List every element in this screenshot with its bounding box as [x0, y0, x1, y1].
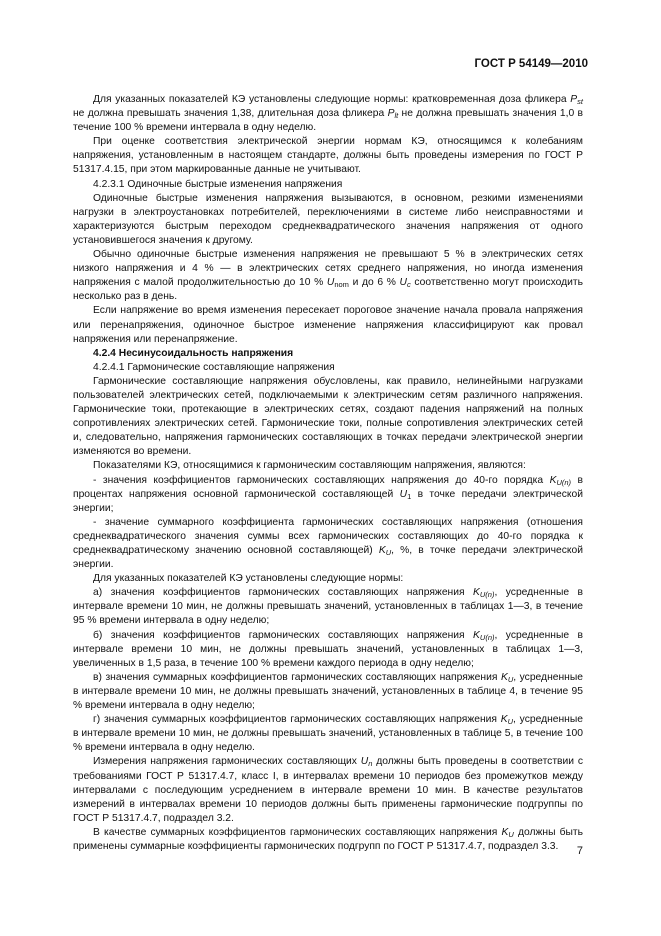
paragraph-norms-intro: Для указанных показателей КЭ установлены следующие нормы:: [93, 573, 404, 585]
list-item-total-harmonic-coefficient: - значение суммарного коэффициента гармонических составляющих напряжения (отношения среднеквадратического значения суммы всех гармонических составляющих до 40-го порядка к среднеквадратическому значению основной составляющей) $K_U$, %, в точке передачи электрической энергии.: [73, 516, 583, 571]
page-number: 7: [576, 845, 583, 857]
page-body: [73, 93, 583, 854]
paragraph-flicker-measurement: При оценке соответствия электрической энергии нормам КЭ, относящимся к колебаниям напряжения, установленным в настоящем стандарте, должны быть проведены измерения по ГОСТ Р 51317.4.15, при этом маркированные данные не учитывают.: [73, 136, 583, 176]
paragraph-harmonics-indicators: Показателями КЭ, относящимися к гармоническим составляющим напряжения, являются:: [93, 460, 526, 472]
list-item-harmonic-coefficients: - значения коэффициентов гармонических составляющих напряжения до 40-го порядка $K_{U(n)}$ в процентах напряжения основной гармонической составляющей $U_1$ в точке передачи электрической энергии;: [73, 474, 584, 514]
paragraph-flicker-norms: Для указанных показателей КЭ установлены следующие нормы: кратковременная доза фликера $P_{st}$ не должна превышать значения 1,38, длительная доза фликера $P_{lt}$ не должна превышать значения 1,0 в течение 100 % времени интервала в одну неделю.: [73, 94, 583, 134]
paragraph-total-harmonic-subgroups: В качестве суммарных коэффициентов гармонических составляющих напряжения $K_U$ должны быть применены суммарные коэффициенты гармонических подгрупп по ГОСТ Р 51317.4.7, подраздел 3.3.: [73, 826, 584, 852]
list-item-norm-a: а) значения коэффициентов гармонических составляющих напряжения $K_{U(n)}$, усредненные в интервале времени 10 мин, не должны превышать значений, установленных в таблицах 1—3, в течение 95 % времени интервала в одну неделю;: [73, 587, 583, 627]
document-header: ГОСТ Р 54149—2010: [474, 58, 588, 70]
list-item-norm-d: г) значения суммарных коэффициентов гармонических составляющих напряжения $K_U$, усредненные в интервале времени 10 мин, не должны превышать значений, установленных в таблице 5, в течение 100 % времени интервала в одну неделю.: [73, 714, 583, 754]
paragraph-rapid-changes-limits: Обычно одиночные быстрые изменения напряжения не превышают 5 % в электрических сетях низкого напряжения и 4 % — в электрических сетях среднего напряжения, но иногда изменения напряжения с малой продолжительностью до 10 % $U_{nom}$ и до 6 % $U_c$ соответственно могут происходить несколько раз в день.: [73, 249, 583, 303]
paragraph-threshold-crossing: Если напряжение во время изменения пересекает пороговое значение начала провала напряжения или перенапряжения, одиночное быстрое изменение напряжения классифицируют как провал напряжения или перенапряжение.: [73, 305, 583, 345]
paragraph-harmonics-origin: Гармонические составляющие напряжения обусловлены, как правило, нелинейными нагрузками пользователей электрических сетей, подключаемыми к электрическим сетям различного напряжения. Гармонические токи, протекающие в электрических сетях, создают падения напряжений на полных сопротивлениях электрических сетей. Гармонические токи, полные сопротивления электрических сетей и, следовательно, напряжения гармонических составляющих в точках передачи электрической энергии изменяются во времени.: [73, 375, 583, 458]
paragraph-rapid-changes-cause: Одиночные быстрые изменения напряжения вызываются, в основном, резкими изменениями нагрузки в электроустановках потребителей, переключениями в системе либо неисправностями и характеризуются быстрым переходом среднеквадратического значения напряжения от одного установившегося значения к другому.: [73, 192, 583, 246]
list-item-norm-b: б) значения коэффициентов гармонических составляющих напряжения $K_{U(n)}$, усредненные в интервале времени 10 мин, не должны превышать значений, установленных в таблицах 1—3, увеличенных в 1,5 раза, в течение 100 % времени каждого периода в одну неделю;: [73, 629, 584, 669]
section-heading-4-2-3-1: 4.2.3.1 Одиночные быстрые изменения напряжения: [93, 178, 343, 190]
section-heading-4-2-4: 4.2.4 Несинусоидальность напряжения: [93, 347, 294, 359]
paragraph-harmonics-measurement: Измерения напряжения гармонических составляющих $U_n$ должны быть проведены в соответствии с требованиями ГОСТ Р 51317.4.7, класс I, в интервалах времени 10 периодов без промежутков между интервалами с последующим усреднением в интервале времени 10 мин. В качестве результатов измерений в интервалах времени 10 периодов должны быть применены гармонические подгруппы по ГОСТ Р 51317.4.7, подраздел 3.2.: [73, 756, 583, 824]
section-heading-4-2-4-1: 4.2.4.1 Гармонические составляющие напряжения: [93, 361, 335, 373]
list-item-norm-c: в) значения суммарных коэффициентов гармонических составляющих напряжения $K_U$, усредненные в интервале времени 10 мин, не должны превышать значений, установленных в таблице 4, в течение 95 % времени интервала в одну неделю;: [73, 671, 583, 712]
